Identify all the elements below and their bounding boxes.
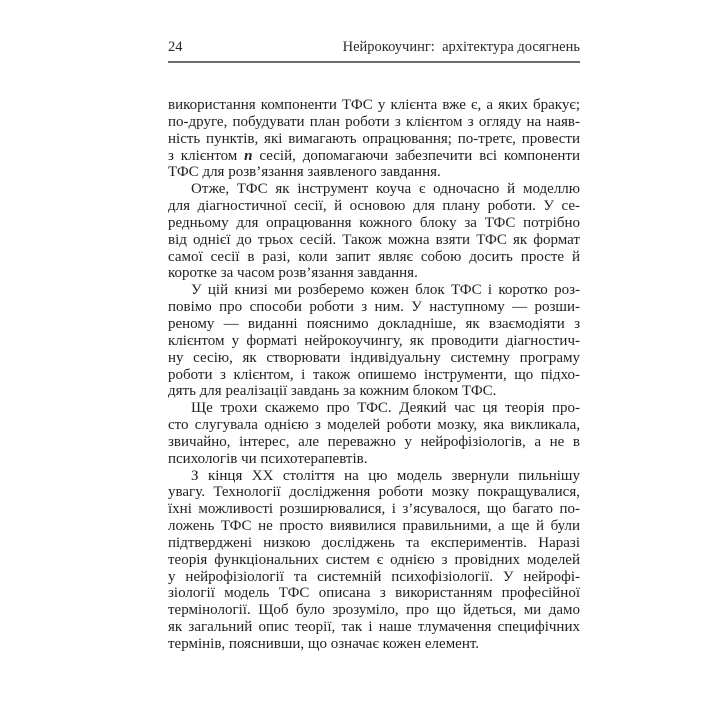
page-header (168, 39, 580, 56)
page-number: 24 (168, 39, 183, 55)
text-line: У цій книзі ми розберемо кожен блок ТФС і коротко роз- (191, 282, 580, 299)
text-line: Отже, ТФС як інструмент коуча є одночасно й моделлю (191, 181, 580, 198)
text-line: підтверджені низкою досліджень та експериментів. Наразі (168, 534, 580, 551)
text-line: коротке за часом розв’язання завдання. (168, 265, 418, 282)
text-line: по-друге, побудувати план роботи з клієнтом з огляду на наяв- (168, 113, 580, 130)
text-line: звичайно, інтерес, але переважно у нейрофізіологів, а не в (168, 433, 580, 450)
text-line: ну сесію, як створювати індивідуальну системну програму (168, 349, 580, 366)
text-line: клієнтом у форматі нейрокоучингу, як проводити діагностич- (168, 332, 580, 349)
text-line: з клієнтом n сесій, допомагаючи забезпечити всі компоненти (168, 147, 580, 164)
text-line: їхні можливості розширювалися, і з’ясувалося, що багато по- (168, 501, 580, 518)
text-line: Ще трохи скажемо про ТФС. Деякий час ця теорія про- (191, 400, 580, 417)
paragraph (168, 181, 580, 282)
text-line: З кінця ХХ століття на цю модель звернули пильнішу (191, 467, 580, 484)
text-line: використання компоненти ТФС у клієнта вже є, а яких бракує; (168, 97, 580, 113)
text-line: реному — виданні пояснимо докладніше, як взаємодіяти з (168, 315, 580, 332)
paragraph (168, 282, 580, 400)
header-divider (168, 61, 580, 63)
text-line: психологів чи психотерапевтів. (168, 450, 368, 467)
text-line: ложень ТФС не просто виявилися правильними, а ще й були (168, 518, 580, 535)
text-line: повімо про способи роботи з ним. У наступному — розши- (168, 299, 580, 316)
paragraph (168, 400, 580, 467)
text-line: ТФС для розв’язання заявленого завдання. (168, 164, 441, 181)
text-line: сто слугувала однією з моделей роботи мозку, яка викликала, (168, 417, 580, 434)
text-line: редньому для опрацювання кожного блоку за ТФС потрібно (168, 214, 580, 231)
running-title: Нейрокоучинг: архітектура досягнень (342, 39, 580, 55)
text-line: як загальний опис теорії, так і наше тлумачення специфічних (168, 619, 580, 636)
text-line: ність пунктів, які вимагають опрацювання; по-третє, провести (168, 130, 580, 147)
text-line: теорія функціональних систем є однією з провідних моделей (168, 551, 580, 568)
paragraph (168, 468, 580, 653)
text-line: роботи з клієнтом, і також опишемо інструменти, що підхо- (168, 366, 580, 383)
text-line: увагу. Технології дослідження роботи мозку покращувалися, (168, 484, 580, 501)
text-line: для діагностичної сесії, й основою для плану роботи. У се- (168, 198, 580, 215)
text-line: термінології. Щоб було зрозуміло, про що йдеться, ми дамо (168, 602, 580, 619)
page-body (168, 97, 580, 653)
text-line: у нейрофізіології та системній психофізіології. У нейрофі- (168, 568, 580, 585)
text-line: термінів, пояснивши, що означає кожен елемент. (168, 636, 480, 652)
paragraph (168, 97, 580, 181)
text-line: від однієї до трьох сесій. Також можна взяти ТФС як формат (168, 231, 580, 248)
variable-n: n (244, 147, 253, 164)
text-line: дять для реалізації завдань за кожним блоком ТФС. (168, 383, 497, 400)
text-line: самої сесії в разі, коли запит являє собою досить просте й (168, 248, 580, 265)
text-line: зіології модель ТФС описана з використанням професійної (168, 585, 580, 602)
